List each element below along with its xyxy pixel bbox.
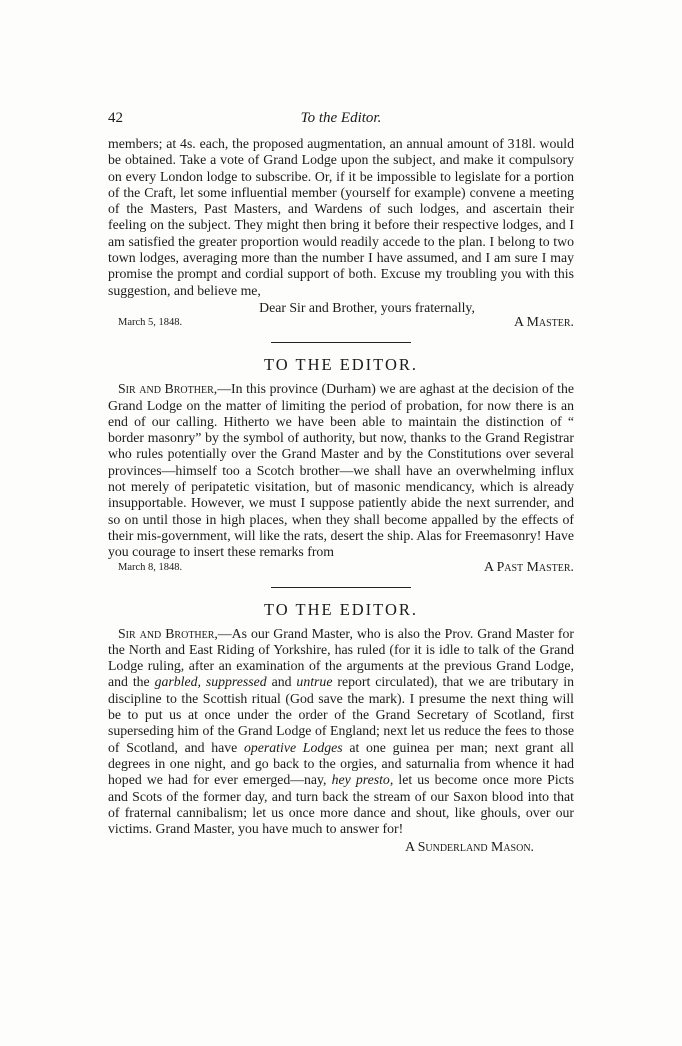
- letter-text: —In this province (Durham) we are aghast at the decision of the Grand Lodge on the matter of limiting the period of probation, for now there is an end of our calling. Hitherto we have been able to maintain the distinction of “ border masonry” by the symbol of authority, but now, thanks to the Grand Registrar who rules potentially over the Grand Master and by the Constitutions over several provinces—himself too a Scotch brother—we shall have an overwhelming influx not merely of peripatetic visitation, but of masonic mendicancy, which is already insupportable. However, we must I suppose patiently abide the next surrender, and so on until those in high places, when they shall become appalled by the effects of their mis-government, will like the rats, desert the ship. Alas for Freemasonry! Have you courage to insert these remarks from: [108, 381, 575, 560]
- letter-a-past-master: [108, 355, 574, 576]
- document-page: [108, 110, 574, 855]
- text-segment: and: [266, 674, 297, 690]
- section-divider: [271, 342, 411, 343]
- italic-text: operative Lodges: [243, 739, 343, 755]
- opening-salutation: Sir and Brother,: [118, 381, 218, 397]
- italic-text: untrue: [296, 674, 333, 690]
- text-segment: at one guinea per man; next grant all degrees in one night, and go back to the orgies, and saturnalia from whence it had hoped we had for ever emerged—nay,: [108, 739, 574, 788]
- salutation: Dear Sir and Brother, yours fraternally,: [259, 299, 475, 315]
- article-title: TO THE EDITOR.: [263, 599, 419, 619]
- running-title: To the Editor.: [300, 110, 382, 126]
- letter-body: [108, 381, 574, 560]
- article-title: TO THE EDITOR.: [263, 355, 419, 375]
- section-divider: [271, 587, 411, 588]
- letter-a-master: [108, 136, 574, 332]
- date-signature-row: [108, 316, 574, 332]
- signature: A Sunderland Mason.: [405, 839, 534, 855]
- text-segment: report circulated), that we are tributary in discipline to the Scottish ritual (God save the mark). I presume the next thing will be to put us at once under the order of the Grand Secretary of Scotland, first superseding him of the Grand Lodge of England; next let us reduce the fees to those of Scotland, and have: [108, 674, 575, 755]
- signature: A Master.: [513, 314, 574, 330]
- letter-date: March 8, 1848.: [118, 561, 183, 573]
- opening-salutation: Sir and Brother,: [118, 625, 218, 641]
- date-signature-row: [108, 558, 574, 577]
- letter-date: March 5, 1848.: [118, 317, 183, 329]
- signature: A Past Master.: [483, 558, 574, 574]
- letter-body: [108, 626, 574, 838]
- letter-body: members; at 4s. each, the proposed augmentation, an annual amount of 318l. would be obtained. Take a vote of Grand Lodge upon the subject, and make it compulsory on every London lodge to subscribe. Or, if it be impossible to legislate for a portion of the Craft, let some influential member (yourself for example) convene a meeting of the Masters, Past Masters, and Wardens of such lodges, and ascertain their feeling on the subject. They might then bring it before their respective lodges, and I am satisfied the greater proportion would readily accede to the plan. I belong to two town lodges, averaging more than the number I have assumed, and I am sure I may promise the prompt and cordial support of both. Excuse my troubling you with this suggestion, and believe me,: [108, 136, 574, 298]
- italic-text: hey presto,: [331, 772, 394, 788]
- italic-text: garbled, suppressed: [154, 674, 267, 690]
- page-number: 42: [108, 110, 123, 126]
- text-segment: let us become once more Picts and Scots of the former day, and turn back the stream of our Saxon blood into that of fraternal cannibalism; let us once more dance and shout, like ghouls, over our victims. Grand Master, you have much to answer for!: [108, 772, 574, 837]
- letter-a-sunderland-mason: [108, 600, 574, 856]
- text-segment: —As our Grand Master, who is also the Prov. Grand Master for the North and East Riding of Yorkshire, has ruled (for it is idle to talk of the Grand Lodge ruling, after an examination of the arguments at the previous Grand Lodge, and the: [108, 625, 574, 690]
- page-header: [108, 110, 574, 136]
